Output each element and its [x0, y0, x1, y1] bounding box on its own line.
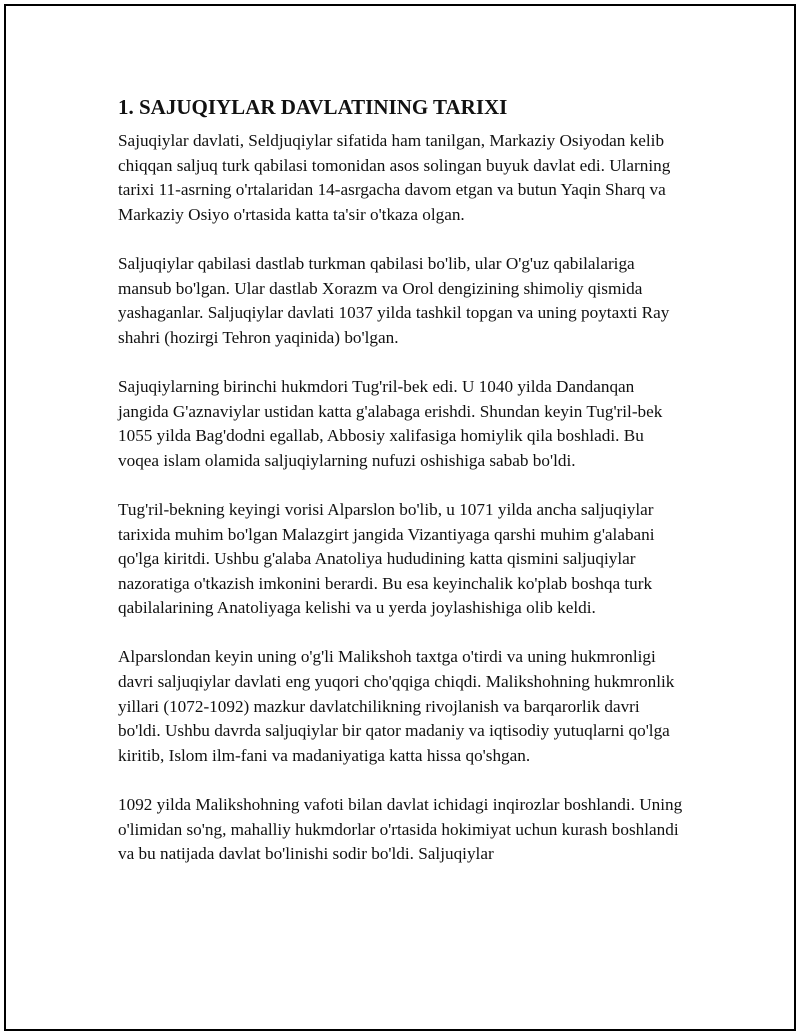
document-body: [118, 93, 686, 891]
paragraph-1: Sajuqiylar davlati, Seldjuqiylar sifatida ham tanilgan, Markaziy Osiyodan kelib chiqqan saljuq turk qabilasi tomonidan asos solingan buyuk davlat edi. Ularning tarixi 11-asrning o'rtalaridan 14-asrgacha davom etgan va butun Yaqin Sharq va Markaziy Osiyo o'rtasida katta ta'sir o'tkaza olgan.: [118, 131, 671, 224]
paragraph-4: Tug'ril-bekning keyingi vorisi Alparslon bo'lib, u 1071 yilda ancha saljuqiylar tarixida muhim bo'lgan Malazgirt jangida Vizantiyaga qarshi muhim g'alabani qo'lga kiritdi. Ushbu g'alaba Anatoliya hududining katta qismini saljuqiylar nazoratiga o'tkazish imkonini berardi. Bu esa keyinchalik ko'plab boshqa turk qabilalarining Anatoliyaga kelishi va u yerda joylashishiga olib keldi.: [118, 499, 655, 618]
paragraph-5: Alparslondan keyin uning o'g'li Malikshoh taxtga o'tirdi va uning hukmronligi davri saljuqiylar davlati eng yuqori cho'qqiga chiqdi. Malikshohning hukmronlik yillari (1072-1092) mazkur davlatchilikning rivojlanish va barqarorlik davri bo'ldi. Ushbu davrda saljuqiylar bir qator madaniy va iqtisodiy yutuqlarni qo'lga kiritib, Islom ilm-fani va madaniyatiga katta hissa qo'shgan.: [118, 647, 675, 765]
paragraph-6: 1092 yilda Malikshohning vafoti bilan davlat ichidagi inqirozlar boshlandi. Uning o'limidan so'ng, mahalliy hukmdorlar o'rtasida hokimiyat uchun kurash boshlandi va bu natijada davlat bo'linishi sodir bo'ldi. Saljuqiylar: [118, 795, 683, 864]
paragraph-3: Sajuqiylarning birinchi hukmdori Tug'ril-bek edi. U 1040 yilda Dandanqan jangida G'aznaviylar ustidan katta g'alabaga erishdi. Shundan keyin Tug'ril-bek 1055 yilda Bag'dodni egallab, Abbosiy xalifasiga homiylik qila boshladi. Bu voqea islam olamida saljuqiylarning nufuzi oshishiga sabab bo'ldi.: [118, 376, 663, 470]
document-title: 1. SAJUQIYLAR DAVLATINING TARIXI: [118, 95, 508, 119]
paragraph-2: Saljuqiylar qabilasi dastlab turkman qabilasi bo'lib, ular O'g'uz qabilalariga mansub bo'lgan. Ular dastlab Xorazm va Orol dengizining shimoliy qismida yashaganlar. Saljuqiylar davlati 1037 yilda tashkil topgan va uning poytaxti Ray shahri (hozirgi Tehron yaqinida) bo'lgan.: [118, 253, 670, 347]
